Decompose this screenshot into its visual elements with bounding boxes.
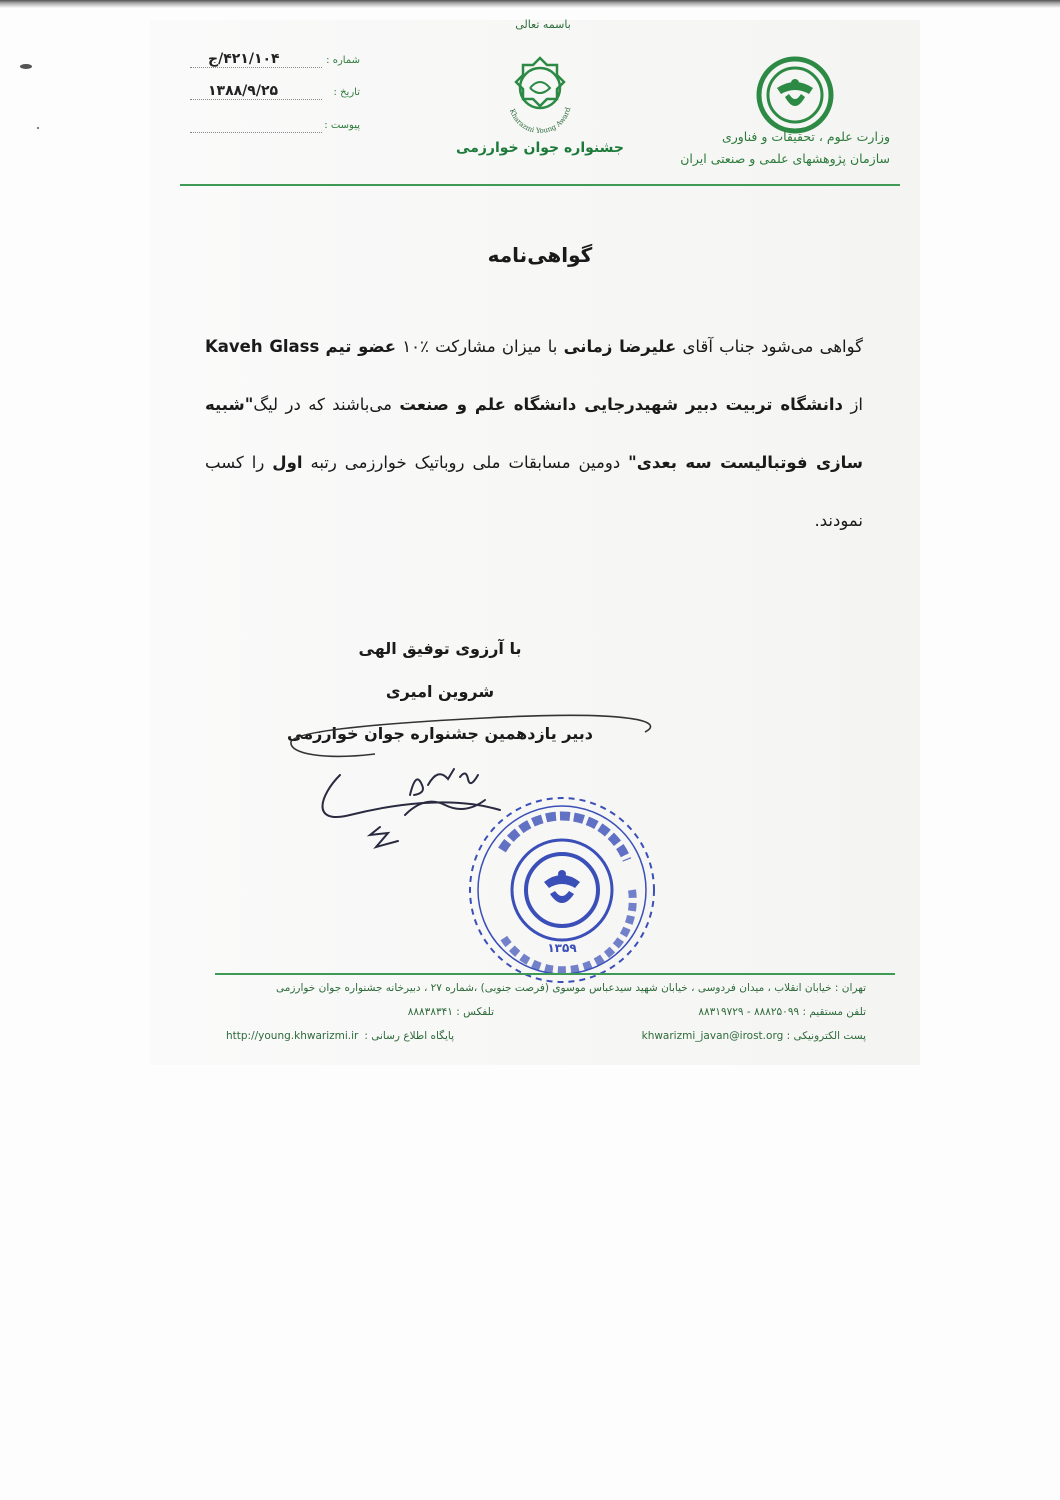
body-text: را کسب نمودند. xyxy=(205,453,863,530)
seal-year: ۱۳۵۹ xyxy=(547,941,577,955)
ministry-line-1: وزارت علوم ، تحقیقات و فناوری xyxy=(721,129,890,144)
fax: تلفکس : ۸۸۸۳۸۳۴۱ xyxy=(407,1006,494,1018)
festival-logo-text: Kharazmi Young Award xyxy=(508,106,573,136)
body-text: دومین مسابقات ملی روباتیک خوارزمی رتبه xyxy=(310,453,621,472)
body-text: می‌باشند که در لیگ xyxy=(253,395,392,414)
festival-name: جشنواره جوان خوارزمی xyxy=(456,140,624,156)
body-text: از xyxy=(850,395,863,414)
ministry-line-2: سازمان پژوهشهای علمی و صنعتی ایران xyxy=(680,151,890,166)
email[interactable]: پست الکترونیکی : khwarizmi_javan@irost.org xyxy=(641,1030,866,1042)
irost-logo xyxy=(755,55,835,135)
scan-speck xyxy=(37,127,39,129)
body-text: با میزان مشارکت ٪۱۰ xyxy=(402,337,558,356)
footer-address: تهران : خیابان انقلاب ، میدان فردوسی ، خیابان شهید سیدعباس موسوی (فرصت جنوبی) ،شماره ۲۷ ، دبیرخانه جشنواره جوان خوارزمی xyxy=(275,982,866,994)
rank: اول xyxy=(272,453,303,472)
scan-edge xyxy=(0,0,1060,8)
university-name: دانشگاه تربیت دبیر شهیدرجایی دانشگاه علم و صنعت xyxy=(399,395,844,414)
signer-name: شروین امیری xyxy=(385,682,495,701)
certificate-title: گواهی‌نامه xyxy=(487,243,593,267)
letter-attachment xyxy=(190,120,360,140)
certificate-body xyxy=(205,318,863,550)
website-link[interactable]: http://young.khwarizmi.ir xyxy=(226,1030,359,1042)
team-name: Kaveh Glass xyxy=(205,337,320,356)
ministry-block xyxy=(650,126,890,170)
signer-title: دبیر یازدهمین جشنواره جوان خوارزمی xyxy=(287,724,593,743)
header-divider xyxy=(180,184,900,186)
letter-number xyxy=(190,51,360,75)
footer-divider xyxy=(215,973,895,975)
letter-date xyxy=(190,83,360,107)
attachment-label: پیوست : xyxy=(324,120,360,131)
team-role: عضو تیم xyxy=(325,337,397,356)
basmala: باسمه تعالی xyxy=(515,18,571,31)
league-name: "شبیه سازی فوتبالیست سه بعدی" xyxy=(205,395,864,472)
direct-phone: تلفن مستقیم : ۸۸۸۲۵۰۹۹ - ۸۸۳۱۹۷۲۹ xyxy=(698,1006,866,1018)
date-label: تاریخ : xyxy=(333,87,360,98)
closing-wish: با آرزوی توفیق الهی xyxy=(358,639,522,658)
recipient-name: علیرضا زمانی xyxy=(563,337,677,356)
svg-text:Kharazmi Young Award xyxy=(508,106,573,135)
body-text: گواهی می‌شود جناب آقای xyxy=(682,337,864,356)
website-label: پایگاه اطلاع رسانی : xyxy=(364,1030,454,1042)
number-value: ۴۲۱/۱۰۴/ج xyxy=(208,51,280,67)
scan-speck xyxy=(20,64,32,69)
date-value: ۱۳۸۸/۹/۲۵ xyxy=(208,83,279,99)
festival-logo xyxy=(497,50,583,136)
number-label: شماره : xyxy=(326,55,360,66)
official-seal xyxy=(462,790,662,990)
